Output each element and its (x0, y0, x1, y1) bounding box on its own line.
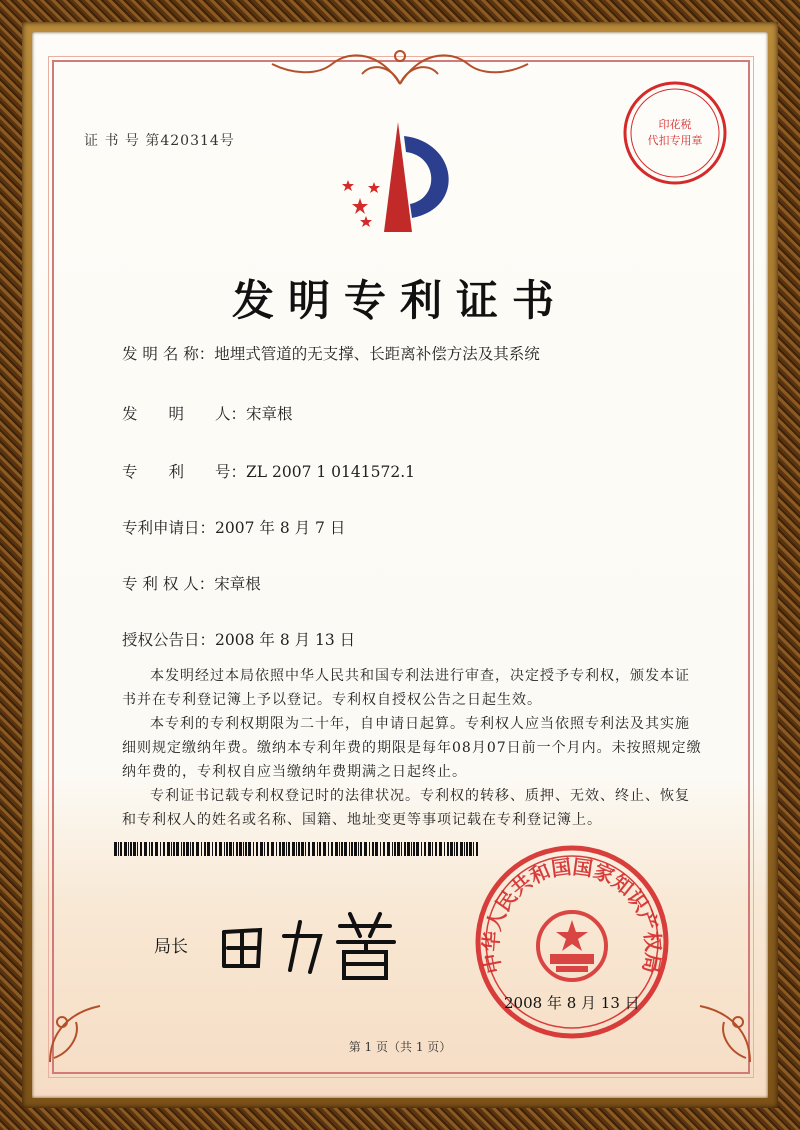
barcode-bar (331, 842, 333, 856)
barcode-bar (328, 842, 329, 856)
barcode-bar (192, 842, 194, 856)
barcode-bar (271, 842, 274, 856)
body-paragraph: 专利证书记载专利权登记时的法律状况。专利权的转移、质押、无效、终止、恢复和专利权人的姓名或名称、国籍、地址变更等事项记载在专利登记簿上。 (122, 788, 690, 828)
barcode-bar (260, 842, 263, 856)
barcode-bar (351, 842, 353, 856)
barcode-bar (140, 842, 142, 856)
field-label: 专利申请日： (122, 519, 216, 537)
barcode-bar (236, 842, 238, 856)
body-paragraph: 本发明经过本局依照中华人民共和国专利法进行审查，决定授予专利权，颁发本证书并在专利登记簿上予以登记。专利权自授权公告之日起生效。 (122, 668, 690, 708)
barcode-bar (212, 842, 213, 856)
barcode-bar (344, 842, 347, 856)
field-value: 2007 年 8 月 7 日 (215, 519, 346, 537)
barcode-bar (456, 842, 458, 856)
barcode-bar (323, 842, 326, 856)
barcode-bar (413, 842, 415, 856)
barcode-bar (224, 842, 225, 856)
barcode-bar (279, 842, 281, 856)
barcode-bar (296, 842, 297, 856)
body-paragraph: 本专利的专利权期限为二十年，自申请日起算。专利权人应当依照专利法及其实施细则规定缴纳年费。缴纳本专利年费的期限是每年08月07日前一个月内。未按照规定缴纳年费的，专利权自应当缴纳年费期满之日起终止。 (122, 716, 702, 780)
barcode-bar (369, 842, 370, 856)
certificate-paper (32, 32, 768, 1098)
barcode-bar (160, 842, 161, 856)
barcode-bar (144, 842, 147, 856)
certificate-title: 发明专利证书 (231, 276, 568, 325)
certificate-body (122, 664, 702, 832)
barcode-bar (424, 842, 426, 856)
barcode-bar (149, 842, 150, 856)
bottom-right-ornament (680, 992, 760, 1072)
barcode-bar (276, 842, 277, 856)
field-value: 地埋式管道的无支撑、长距离补偿方法及其系统 (214, 345, 540, 363)
certificate-number: 证 书 号 第420314号 (84, 133, 235, 149)
director-label: 局长 (154, 937, 188, 957)
barcode-bar (120, 842, 122, 856)
barcode-bar (394, 842, 396, 856)
barcode-bar (439, 842, 442, 856)
barcode-bar (204, 842, 206, 856)
barcode-bar (239, 842, 242, 856)
barcode-bar (339, 842, 340, 856)
barcode-bar (186, 842, 189, 856)
barcode-bar (432, 842, 433, 856)
barcode-bar (305, 842, 306, 856)
barcode-bar (421, 842, 422, 856)
field-label: 授权公告日： (122, 631, 216, 649)
barcode-bar (435, 842, 437, 856)
barcode-bar (349, 842, 350, 856)
barcode-bar (245, 842, 247, 856)
barcode-bar (397, 842, 400, 856)
barcode-bar (167, 842, 170, 856)
barcode-bar (372, 842, 374, 856)
field-value: 宋章根 (246, 405, 293, 423)
barcode-bar (444, 842, 445, 856)
barcode-bar (253, 842, 254, 856)
issue-date: 2008 年 8 月 13 日 (504, 994, 640, 1012)
barcode-bar (416, 842, 419, 856)
barcode-bar (387, 842, 390, 856)
barcode-bar (392, 842, 393, 856)
barcode-bar (375, 842, 378, 856)
barcode-bar (407, 842, 410, 856)
barcode-bar (298, 842, 300, 856)
barcode-bar (256, 842, 258, 856)
barcode-bar (404, 842, 406, 856)
svg-text:代扣专用章: 代扣专用章 (647, 134, 703, 147)
barcode-bar (219, 842, 222, 856)
barcode-bar (124, 842, 127, 856)
barcode-bar (360, 842, 362, 856)
barcode-bar (130, 842, 132, 856)
barcode-bar (454, 842, 455, 856)
barcode-bar (243, 842, 244, 856)
field-patentee (122, 572, 261, 594)
barcode-bar (128, 842, 129, 856)
barcode (114, 842, 482, 856)
field-label: 专 利 权 人： (122, 575, 215, 593)
field-inventor (122, 402, 293, 424)
barcode-bar (137, 842, 138, 856)
barcode-bar (282, 842, 285, 856)
barcode-bar (190, 842, 191, 856)
field-value: 宋章根 (214, 575, 261, 593)
barcode-bar (301, 842, 304, 856)
barcode-bar (229, 842, 232, 856)
barcode-bar (460, 842, 463, 856)
barcode-bar (317, 842, 318, 856)
barcode-bar (118, 842, 119, 856)
barcode-bar (215, 842, 217, 856)
barcode-bar (173, 842, 175, 856)
barcode-bar (450, 842, 453, 856)
barcode-bar (466, 842, 468, 856)
field-value: 2008 年 8 月 13 日 (215, 631, 356, 649)
barcode-bar (364, 842, 367, 856)
barcode-bar (447, 842, 449, 856)
field-value: ZL 2007 1 0141572.1 (246, 463, 415, 481)
field-label: 专 利 号： (122, 463, 247, 481)
barcode-bar (411, 842, 412, 856)
barcode-bar (383, 842, 385, 856)
barcode-bar (114, 842, 117, 856)
field-patent-number (122, 460, 415, 482)
barcode-bar (312, 842, 315, 856)
field-label: 发 明 名 称： (122, 345, 215, 363)
barcode-bar (267, 842, 269, 856)
barcode-bar (380, 842, 381, 856)
barcode-bar (201, 842, 202, 856)
barcode-bar (428, 842, 431, 856)
page-number: 第 1 页（共 1 页） (348, 1040, 452, 1054)
barcode-bar (464, 842, 465, 856)
barcode-bar (264, 842, 265, 856)
barcode-bar (226, 842, 228, 856)
barcode-bar (341, 842, 343, 856)
barcode-bar (163, 842, 165, 856)
field-invention-name (122, 342, 540, 364)
patent-office-logo (328, 112, 468, 252)
barcode-bar (155, 842, 158, 856)
top-ornament (262, 44, 538, 90)
barcode-bar (401, 842, 402, 856)
barcode-bar (196, 842, 199, 856)
barcode-bar (335, 842, 338, 856)
tax-stamp-seal (620, 78, 730, 188)
barcode-bar (248, 842, 251, 856)
barcode-bar (176, 842, 179, 856)
barcode-bar (151, 842, 153, 856)
director-signature (210, 892, 410, 982)
barcode-bar (358, 842, 359, 856)
barcode-bar (354, 842, 357, 856)
field-grant-date (122, 628, 355, 650)
svg-text:中华人民共和国国家知识产权局: 中华人民共和国国家知识产权局 (478, 854, 666, 976)
barcode-bar (308, 842, 310, 856)
barcode-bar (133, 842, 136, 856)
barcode-bar (288, 842, 290, 856)
barcode-bar (207, 842, 210, 856)
barcode-bar (183, 842, 185, 856)
field-application-date (122, 516, 345, 538)
barcode-bar (171, 842, 172, 856)
barcode-bar (319, 842, 321, 856)
barcode-bar (292, 842, 295, 856)
bottom-left-ornament (40, 992, 120, 1072)
barcode-bar (233, 842, 234, 856)
field-label: 发 明 人： (122, 405, 247, 423)
barcode-bar (286, 842, 287, 856)
svg-text:印花税: 印花税 (658, 118, 692, 131)
barcode-bar (181, 842, 182, 856)
